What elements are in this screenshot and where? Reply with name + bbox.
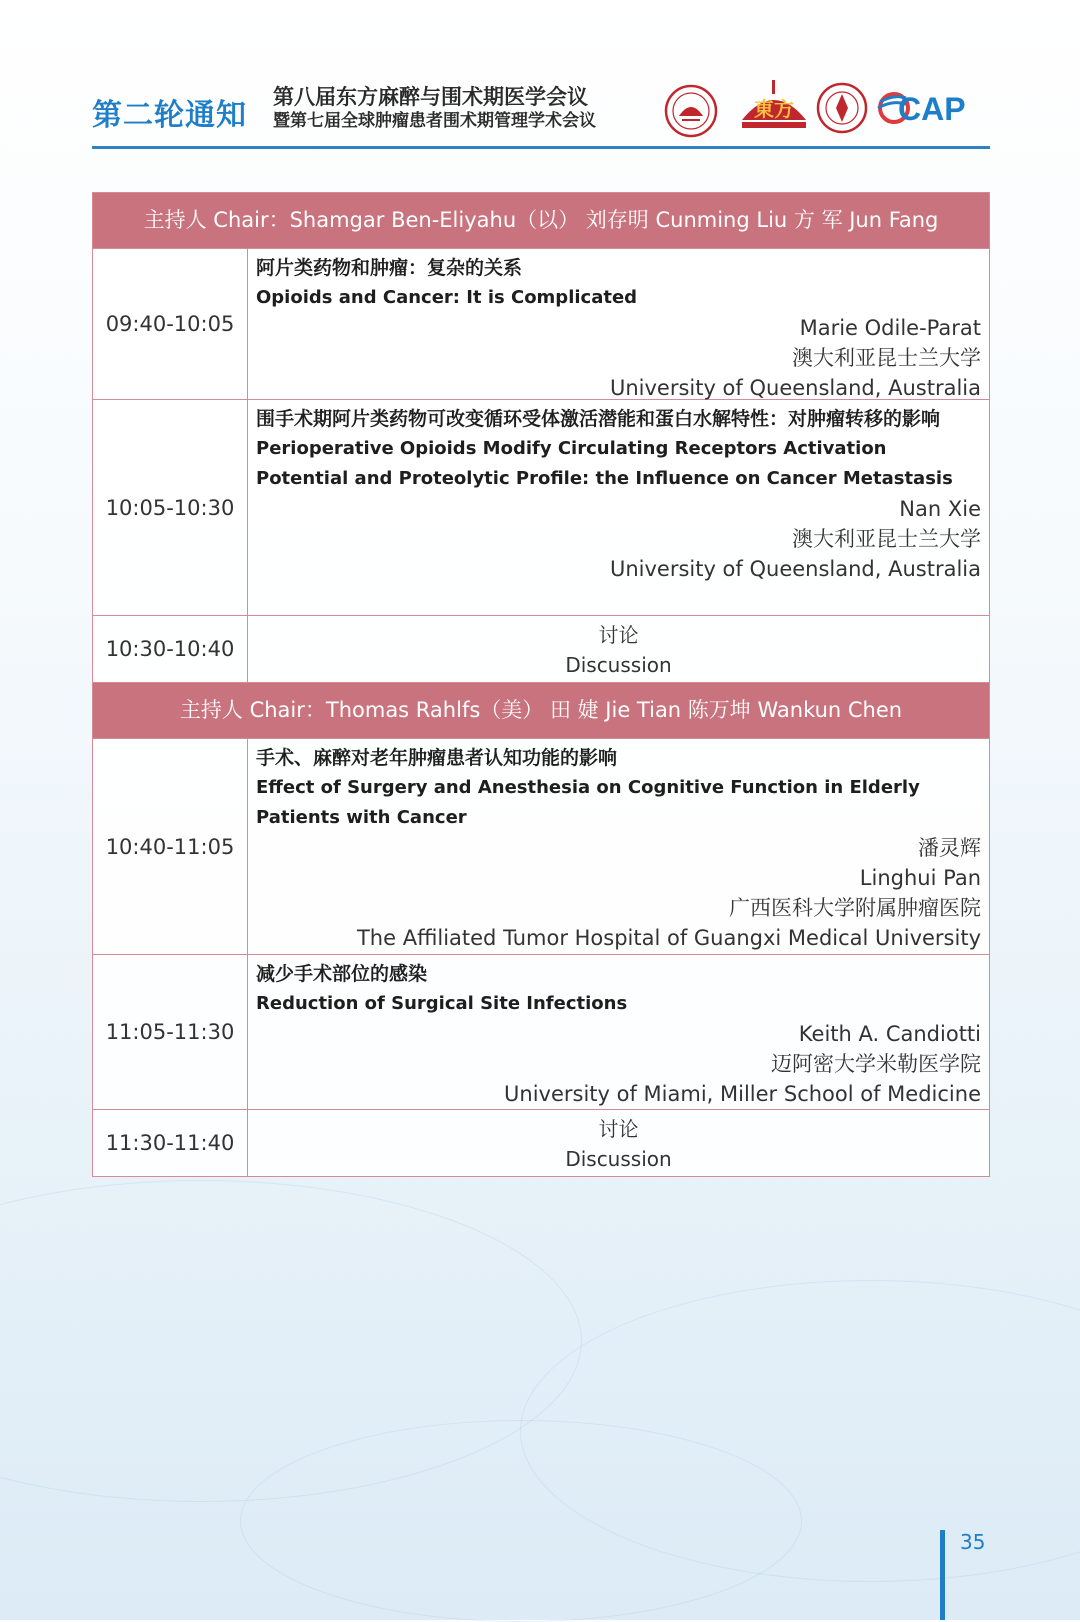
talk-title-cn: 阿片类药物和肿瘤：复杂的关系 <box>256 257 523 279</box>
conference-title-line-2: 暨第七届全球肿瘤患者围术期管理学术会议 <box>273 111 596 131</box>
cap-logo-text: CAP <box>898 91 966 127</box>
speaker-affiliation-en: University of Miami, Miller School of Medicine <box>504 1082 981 1106</box>
schedule-row <box>93 400 989 616</box>
session-chair-row: 主持人 Chair：Thomas Rahlfs（美） 田 婕 Jie Tian 陈万坤 Wankun Chen <box>93 683 989 739</box>
time-slot: 10:30-10:40 <box>93 616 248 682</box>
schedule-table <box>92 192 990 1177</box>
dongfang-logo-text: 東方 <box>754 97 794 121</box>
speaker-affiliation-cn: 广西医科大学附属肿瘤医院 <box>729 896 981 920</box>
time-slot: 11:05-11:30 <box>93 955 248 1109</box>
schedule-row-discussion <box>93 1110 989 1176</box>
page-number: 35 <box>960 1530 986 1554</box>
speaker-affiliation-cn: 澳大利亚昆士兰大学 <box>792 346 981 370</box>
discussion-label-cn: 讨论 <box>598 623 639 647</box>
schedule-row <box>93 955 989 1110</box>
schedule-row <box>93 739 989 955</box>
talk-title-cn: 减少手术部位的感染 <box>256 963 428 985</box>
association-seal-logo <box>816 82 868 134</box>
time-slot: 10:40-11:05 <box>93 739 248 954</box>
time-slot: 09:40-10:05 <box>93 249 248 399</box>
society-seal-logo <box>664 84 718 138</box>
discussion-label-en: Discussion <box>565 653 672 677</box>
speaker-affiliation-en: The Affiliated Tumor Hospital of Guangxi Medical University <box>356 926 981 950</box>
speaker-affiliation-cn: 澳大利亚昆士兰大学 <box>792 527 981 551</box>
header-divider <box>92 146 990 149</box>
talk-title-en: Opioids and Cancer: It is Complicated <box>256 287 638 308</box>
page-number-bar <box>940 1530 945 1620</box>
dongfang-logo <box>736 76 812 136</box>
talk-details <box>248 400 989 615</box>
talk-details <box>248 739 989 954</box>
schedule-row-discussion <box>93 616 989 683</box>
talk-details <box>248 249 989 399</box>
talk-title-en: Effect of Surgery and Anesthesia on Cognitive Function in Elderly Patients with Cancer <box>256 777 920 828</box>
speaker-name: Linghui Pan <box>859 866 981 890</box>
discussion-cell <box>248 616 989 682</box>
logo-strip <box>664 76 990 144</box>
session-chair-row: 主持人 Chair：Shamgar Ben-Eliyahu（以） 刘存明 Cunming Liu 方 军 Jun Fang <box>93 193 989 249</box>
notice-title: 第二轮通知 <box>92 98 247 133</box>
background-ripple <box>240 1420 802 1622</box>
talk-title-en: Perioperative Opioids Modify Circulating Receptors Activation Potential and Proteolytic Profile: the Influence on Cancer Metastasis <box>256 438 953 489</box>
talk-title-en: Reduction of Surgical Site Infections <box>256 993 628 1014</box>
speaker-name: Keith A. Candiotti <box>798 1022 981 1046</box>
speaker-name-cn: 潘灵辉 <box>918 836 981 860</box>
speaker-affiliation-en: University of Queensland, Australia <box>609 557 981 581</box>
talk-title-cn: 手术、麻醉对老年肿瘤患者认知功能的影响 <box>256 747 618 769</box>
speaker-affiliation-cn: 迈阿密大学米勒医学院 <box>771 1052 981 1076</box>
talk-details <box>248 955 989 1109</box>
conference-title <box>273 84 596 132</box>
speaker-affiliation-en: University of Queensland, Australia <box>609 376 981 400</box>
page-header <box>92 76 990 146</box>
discussion-cell <box>248 1110 989 1176</box>
talk-title-cn: 围手术期阿片类药物可改变循环受体激活潜能和蛋白水解特性：对肿瘤转移的影响 <box>256 408 941 430</box>
speaker-name: Nan Xie <box>899 497 981 521</box>
speaker-name: Marie Odile-Parat <box>799 316 981 340</box>
discussion-label-en: Discussion <box>565 1147 672 1171</box>
discussion-label-cn: 讨论 <box>598 1117 639 1141</box>
schedule-row <box>93 249 989 400</box>
conference-title-line-1: 第八届东方麻醉与围术期医学会议 <box>273 85 588 109</box>
time-slot: 11:30-11:40 <box>93 1110 248 1176</box>
time-slot: 10:05-10:30 <box>93 400 248 615</box>
cap-logo <box>876 86 988 134</box>
